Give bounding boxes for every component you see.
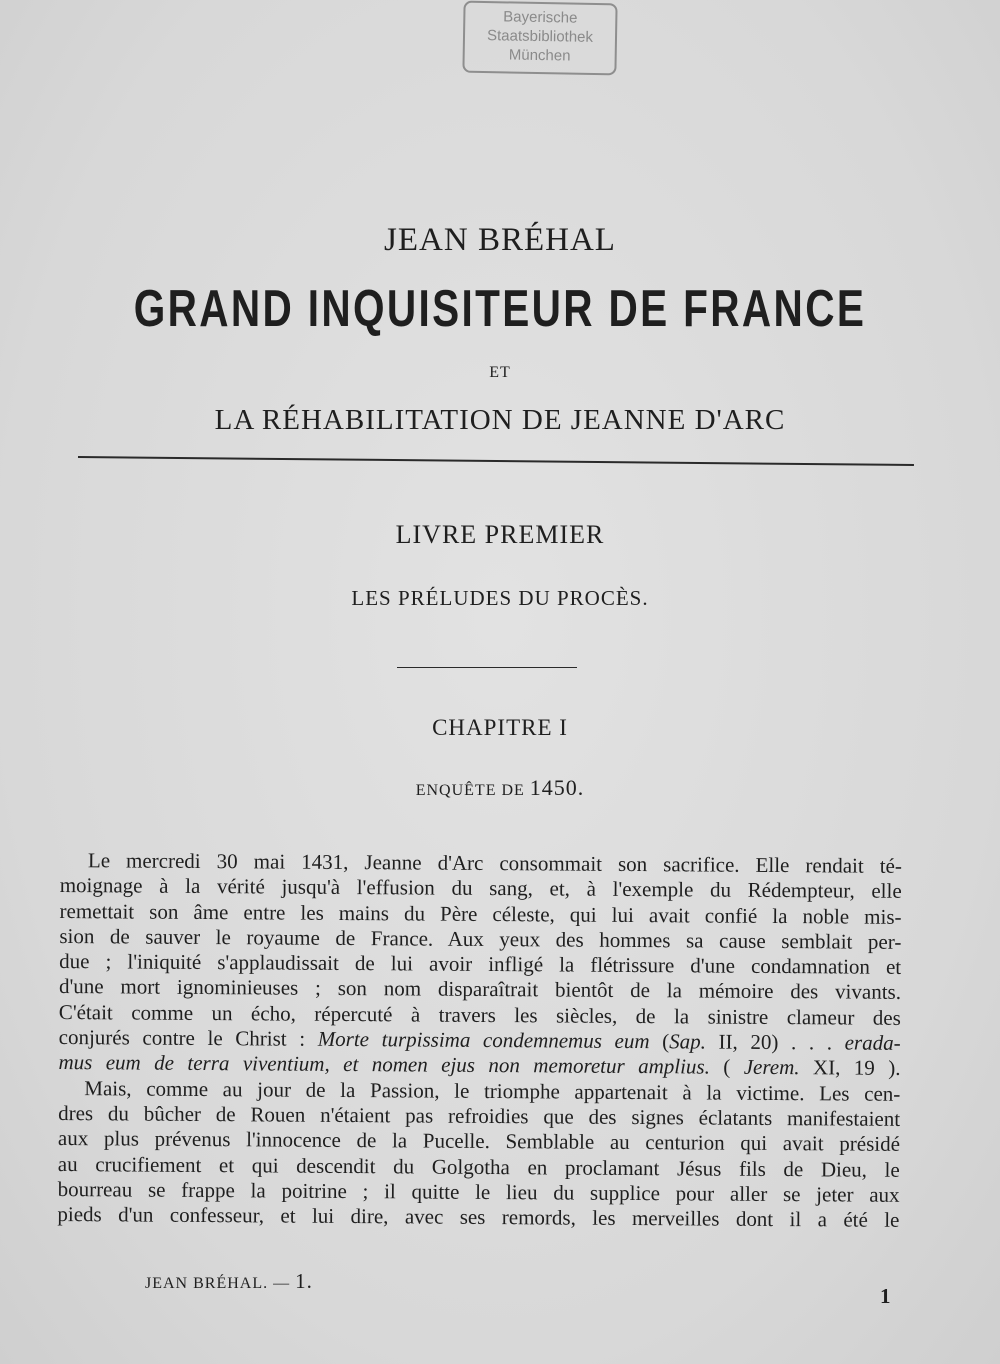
text-run: ( <box>709 1054 744 1080</box>
citation-ref: II, 20) . . . <box>705 1029 845 1055</box>
chapter-subtitle <box>0 775 1000 801</box>
body-line: remettait son âme entre les mains du Père céleste, qui lui avait confié la noble mis- <box>59 898 902 929</box>
body-line: C'était comme un écho, répercuté à travers les siècles, de la sinistre clameur des <box>58 999 901 1030</box>
body-line: sion de sauver le royaume de France. Aux yeux des hommes sa cause semblait per- <box>59 923 902 954</box>
body-line: dres du bûcher de Rouen n'étaient pas refroidies que des signes éclatants manifestaient <box>58 1100 901 1131</box>
stamp-line-2: Staatsbibliothek <box>486 27 594 46</box>
signature-text: JEAN BRÉHAL. — <box>145 1275 291 1292</box>
citation-ref: XI, 19 ). <box>799 1055 901 1081</box>
printer-signature <box>145 1269 313 1294</box>
body-line: moignage à la vérité jusqu'à l'effusion du sang, et, à l'exemple du Rédempteur, elle <box>59 873 902 904</box>
text-run: conjurés contre le Christ : <box>58 1025 318 1051</box>
chapter-subtitle-words: ENQUÊTE DE <box>415 782 525 799</box>
title-divider <box>78 456 914 466</box>
author-heading: JEAN BRÉHAL <box>384 222 616 258</box>
section-divider <box>397 667 577 668</box>
body-line: Mais, comme au jour de la Passion, le triomphe appartenait à la victime. Les cen- <box>84 1075 901 1106</box>
page-number: 1 <box>880 1284 891 1308</box>
book-subtitle: LES PRÉLUDES DU PROCÈS. <box>351 586 649 610</box>
latin-quote: erada- <box>844 1030 901 1055</box>
subtitle: LA RÉHABILITATION DE JEANNE D'ARC <box>214 404 786 436</box>
body-line: bourreau se frappe la poitrine ; il quitte le lieu du supplice pour aller se jeter aux <box>57 1176 900 1207</box>
chapter-subtitle-year: 1450. <box>529 775 585 800</box>
latin-quote: Morte turpissima condemnemus eum <box>317 1026 650 1054</box>
signature-number: 1. <box>295 1269 313 1293</box>
body-line: Le mercredi 30 mai 1431, Jeanne d'Arc consommait son sacrifice. Elle rendait té- <box>87 848 902 878</box>
body-line: d'une mort ignominieuses ; son nom disparaîtrait bientôt de la mémoire des vivants. <box>58 974 902 1005</box>
text-run: ( <box>649 1029 670 1054</box>
latin-quote: mus eum de terra viventium, et nomen ejus non memoretur amplius. <box>58 1050 710 1079</box>
book-heading: LIVRE PREMIER <box>395 520 605 549</box>
citation-book: Jerem. <box>743 1055 800 1080</box>
stamp-line-1: Bayerische <box>503 8 578 27</box>
stamp-line-3: München <box>508 46 571 65</box>
title-conjunction: ET <box>489 364 511 381</box>
chapter-heading: CHAPITRE I <box>432 715 568 740</box>
body-paragraphs <box>57 848 902 1233</box>
citation-book: Sap. <box>669 1029 707 1054</box>
body-line: due ; l'iniquité s'applaudissait de lui avoir infligé la flétrissure d'une condamnation et <box>59 949 902 980</box>
body-line: aux plus prévenus l'innocence de la Pucelle. Semblable au centurion qui avait présidé <box>57 1126 901 1157</box>
main-title: GRAND INQUISITEUR DE FRANCE <box>133 280 867 338</box>
library-stamp <box>462 1 617 76</box>
body-line: au crucifiement et qui descendit du Golgotha en proclamant Jésus fils de Dieu, le <box>57 1151 900 1182</box>
body-line: pieds d'un confesseur, et lui dire, avec ses remords, les merveilles dont il a été le <box>57 1202 900 1233</box>
